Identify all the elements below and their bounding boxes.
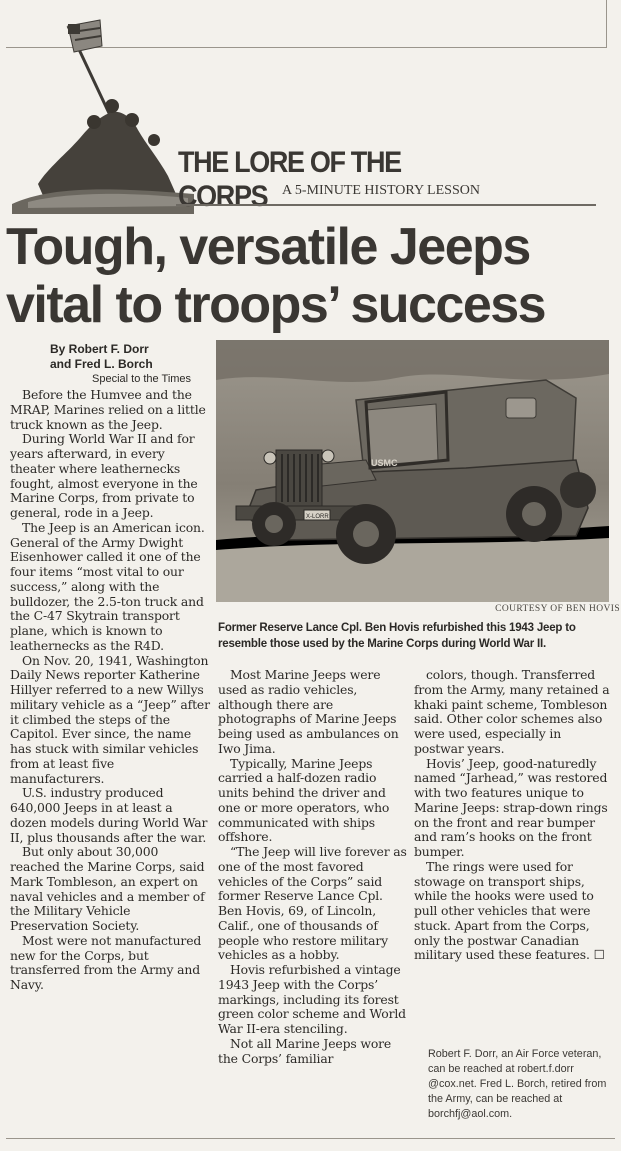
headline-line-2: vital to troops’ success	[6, 276, 546, 334]
bottom-rule	[6, 1138, 615, 1139]
paragraph: During World War II and for years afterward, in every theater where leathernecks fought, almost everyone in the Marine Corps, from private to general, rode in a Jeep.	[10, 431, 198, 520]
paragraph: On Nov. 20, 1941, Washington Daily News reporter Katherine Hillyer referred to a new Willys military vehicle as a “Jeep” after it climbed the steps of the Capitol. Ever since, the name has stuck with similar vehicles from at least five manufacturers.	[10, 652, 210, 786]
jeep-usmc-marking: USMC	[371, 458, 398, 468]
article-column-3	[414, 668, 614, 963]
bio-line: borchfj@aol.com.	[428, 1108, 513, 1120]
photo-caption: Former Reserve Lance Cpl. Ben Hovis refurbished this 1943 Jeep to resemble those used by the Marine Corps during World War II.	[218, 622, 576, 650]
author-bio	[428, 1047, 618, 1122]
section-kicker-subtitle: A 5-MINUTE HISTORY LESSON	[282, 183, 480, 198]
bio-line: the Army, can be reached at	[428, 1093, 563, 1105]
paragraph: “The Jeep will live forever as one of the most favored vehicles of the Corps” said former Reserve Lance Cpl. Ben Hovis, 69, of Lincoln, Calif., one of thousands of people who restore military vehicles as a hobby.	[218, 844, 407, 963]
byline-author-1: By Robert F. Dorr	[50, 342, 149, 356]
paragraph: But only about 30,000 reached the Marine Corps, said Mark Tombleson, an expert on naval vehicles and a member of the Military Vehicle Preservation Society.	[10, 844, 205, 933]
paragraph: Before the Humvee and the MRAP, Marines relied on a little truck known as the Jeep.	[10, 387, 206, 432]
paragraph: Most were not manufactured new for the Corps, but transferred from the Army and Navy.	[10, 932, 202, 992]
bio-line: can be reached at robert.f.dorr	[428, 1063, 574, 1075]
kicker-rule	[176, 204, 596, 206]
paragraph: U.S. industry produced 640,000 Jeeps in at least a dozen models during World War II, plus thousands after the war.	[10, 785, 208, 845]
right-rule	[606, 0, 607, 48]
headline-line-1: Tough, versatile Jeeps	[6, 218, 530, 276]
article-column-2	[218, 668, 408, 1066]
paragraph: The rings were used for stowage on transport ships, while the hooks were used to pull other vehicles that were stuck. Apart from the Corps, only the postwar Canadian military used these features. ☐	[414, 858, 605, 963]
paragraph: Most Marine Jeeps were used as radio vehicles, although there are photographs of Marine Jeeps being used as ambulances on Iwo Jima.	[218, 667, 399, 756]
paragraph: Hovis’ Jeep, good-naturedly named “Jarhead,” was restored with two features unique to Marine Jeeps: strap-down rings on the front and rear bumper and ram’s hooks on the front bumper.	[414, 755, 608, 859]
jeep-bumper-plate: X-LORR	[306, 514, 329, 520]
article-column-1	[10, 388, 210, 993]
paragraph: The Jeep is an American icon. General of the Army Dwight Eisenhower called it one of the four items “most vital to our success,” along with the bulldozer, the 2.5-ton truck and the C-47 Skytrain transport plane, which is known to leathernecks as the R4D.	[10, 519, 205, 653]
jeep-illustration	[216, 340, 609, 602]
byline	[50, 342, 210, 372]
headline	[6, 218, 616, 334]
paragraph: Hovis refurbished a vintage 1943 Jeep with the Corps’ markings, including its forest green color scheme and World War II-era stenciling.	[218, 962, 406, 1036]
paragraph: colors, though. Transferred from the Army, many retained a khaki paint scheme, Tombleson said. Other color schemes also were used, especially in postwar years.	[414, 667, 610, 756]
byline-author-2: and Fred L. Borch	[50, 357, 153, 371]
iwo-jima-memorial-icon	[8, 8, 194, 214]
paragraph: Typically, Marine Jeeps carried a half-dozen radio units behind the driver and one or more operators, who communicated with ships offshore.	[218, 755, 390, 845]
jeep-photo	[216, 340, 609, 602]
section-kicker: THE LORE OF THE CORPS	[178, 146, 401, 213]
paragraph: Not all Marine Jeeps wore the Corps’ familiar	[218, 1035, 392, 1066]
bio-line: @cox.net. Fred L. Borch, retired from	[428, 1078, 607, 1090]
photo-credit: COURTESY OF BEN HOVIS	[495, 604, 620, 614]
bio-line: Robert F. Dorr, an Air Force veteran,	[428, 1048, 602, 1060]
byline-affiliation: Special to the Times	[92, 373, 192, 385]
